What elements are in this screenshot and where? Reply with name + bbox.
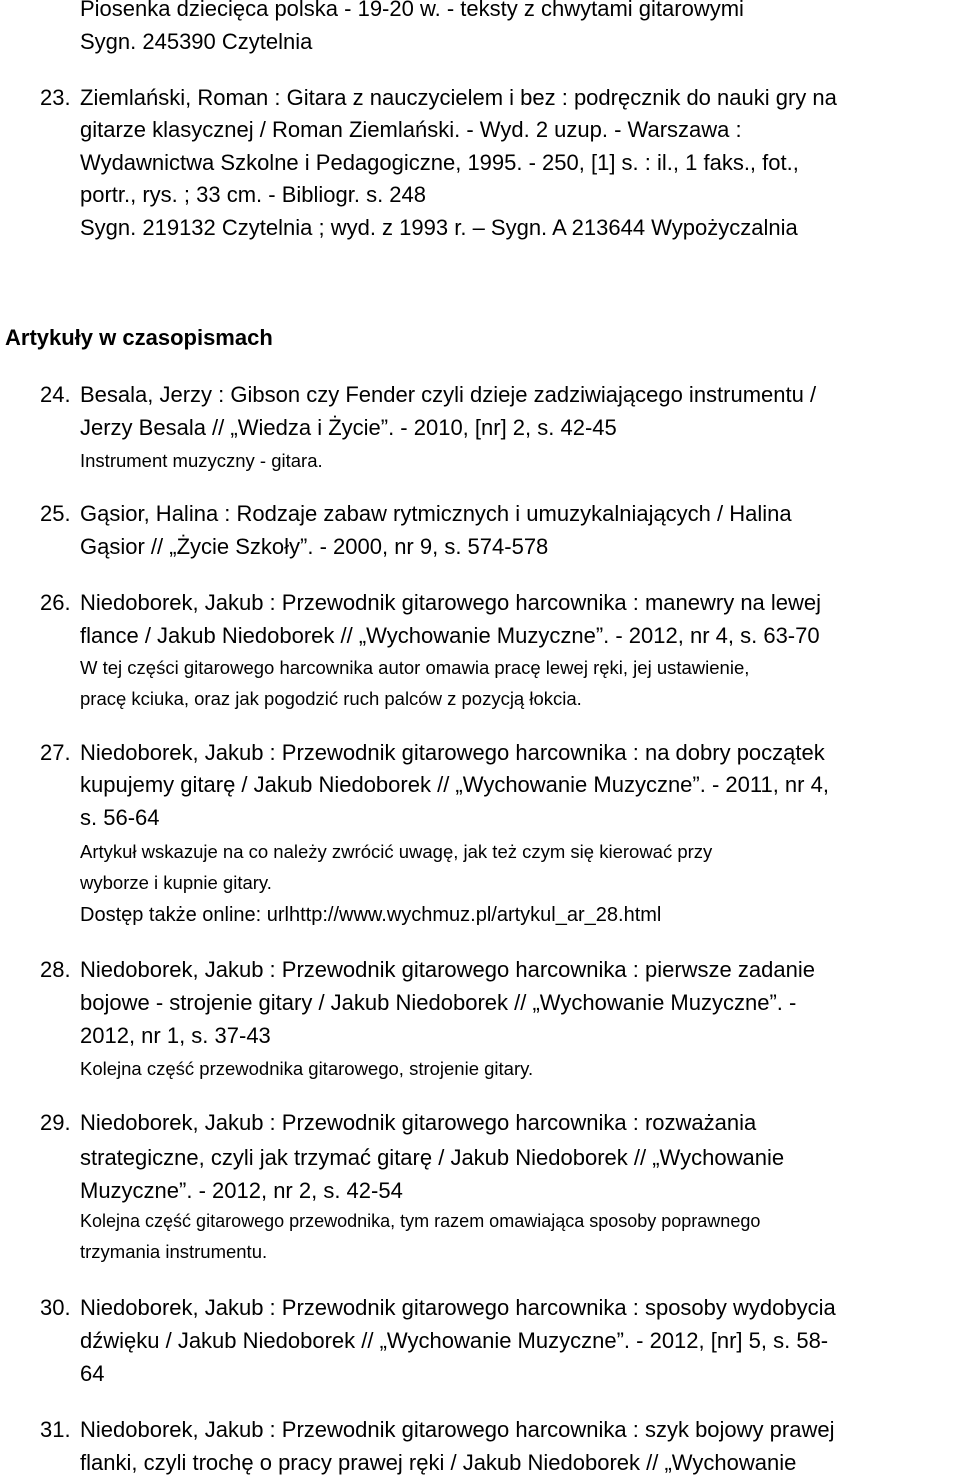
entry-note: wyborze i kupnie gitary. xyxy=(80,872,272,893)
entry-line: Ziemlański, Roman : Gitara z nauczycielem i bez : podręcznik do nauki gry na xyxy=(80,85,837,110)
entry-number: 23. xyxy=(40,85,71,110)
entry-number: 30. xyxy=(40,1295,71,1320)
entry-number: 26. xyxy=(40,590,71,615)
entry-number: 29. xyxy=(40,1110,71,1135)
entry-line: Gąsior // „Życie Szkoły”. - 2000, nr 9, s. 574-578 xyxy=(80,534,549,559)
entry-line: 2012, nr 1, s. 37-43 xyxy=(80,1023,271,1048)
entry-line: s. 56-64 xyxy=(80,805,160,830)
entry-line: Niedoborek, Jakub : Przewodnik gitarowego harcownika : rozważania xyxy=(80,1110,757,1135)
entry-note: pracę kciuka, oraz jak pogodzić ruch palców z pozycją łokcia. xyxy=(80,688,582,709)
entry-number: 27. xyxy=(40,740,71,765)
entry-line: Niedoborek, Jakub : Przewodnik gitarowego harcownika : manewry na lewej xyxy=(80,590,822,615)
entry-number: 31. xyxy=(40,1417,71,1442)
entry-line: 64 xyxy=(80,1361,105,1386)
entry-note: Artykuł wskazuje na co należy zwrócić uwagę, jak też czym się kierować przy xyxy=(80,841,713,862)
text-line: Sygn. 245390 Czytelnia xyxy=(80,29,313,54)
online-access-note: Dostęp także online: urlhttp://www.wychmuz.pl/artykul_ar_28.html xyxy=(80,904,662,926)
entry-note: Kolejna część gitarowego przewodnika, tym razem omawiająca sposoby poprawnego xyxy=(80,1211,761,1231)
entry-line: dźwięku / Jakub Niedoborek // „Wychowanie Muzyczne”. - 2012, [nr] 5, s. 58- xyxy=(80,1328,829,1353)
entry-line: Besala, Jerzy : Gibson czy Fender czyli dzieje zadziwiającego instrumentu / xyxy=(80,382,817,407)
entry-line: Niedoborek, Jakub : Przewodnik gitarowego harcownika : na dobry początek xyxy=(80,740,825,765)
section-heading: Artykuły w czasopismach xyxy=(5,325,273,350)
entry-note: Instrument muzyczny - gitara. xyxy=(80,450,323,471)
entry-line: flanki, czyli trochę o pracy prawej ręki / Jakub Niedoborek // „Wychowanie xyxy=(80,1450,797,1475)
entry-note: W tej części gitarowego harcownika autor omawia pracę lewej ręki, jej ustawienie, xyxy=(80,657,750,678)
entry-number: 25. xyxy=(40,501,71,526)
entry-number: 24. xyxy=(40,382,71,407)
entry-line: portr., rys. ; 33 cm. - Bibliogr. s. 248 xyxy=(80,182,427,207)
entry-line: gitarze klasycznej / Roman Ziemlański. - Wyd. 2 uzup. - Warszawa : xyxy=(80,117,742,142)
entry-line: Niedoborek, Jakub : Przewodnik gitarowego harcownika : sposoby wydobycia xyxy=(80,1295,836,1320)
entry-line: strategiczne, czyli jak trzymać gitarę / Jakub Niedoborek // „Wychowanie xyxy=(80,1145,785,1170)
entry-line: Gąsior, Halina : Rodzaje zabaw rytmicznych i umuzykalniających / Halina xyxy=(80,501,792,526)
entry-line: Wydawnictwa Szkolne i Pedagogiczne, 1995. - 250, [1] s. : il., 1 faks., fot., xyxy=(80,150,799,175)
entry-line: flance / Jakub Niedoborek // „Wychowanie Muzyczne”. - 2012, nr 4, s. 63-70 xyxy=(80,623,820,648)
entry-line: Niedoborek, Jakub : Przewodnik gitarowego harcownika : pierwsze zadanie xyxy=(80,957,815,982)
entry-line: Muzyczne”. - 2012, nr 2, s. 42-54 xyxy=(80,1178,403,1203)
entry-line: Jerzy Besala // „Wiedza i Życie”. - 2010, [nr] 2, s. 42-45 xyxy=(80,415,617,440)
entry-note: trzymania instrumentu. xyxy=(80,1241,268,1262)
entry-line: kupujemy gitarę / Jakub Niedoborek // „Wychowanie Muzyczne”. - 2011, nr 4, xyxy=(80,772,829,797)
text-line: Piosenka dziecięca polska - 19-20 w. - teksty z chwytami gitarowymi xyxy=(80,0,744,21)
entry-line: bojowe - strojenie gitary / Jakub Niedoborek // „Wychowanie Muzyczne”. - xyxy=(80,990,797,1015)
entry-line: Sygn. 219132 Czytelnia ; wyd. z 1993 r. – Sygn. A 213644 Wypożyczalnia xyxy=(80,215,798,240)
entry-number: 28. xyxy=(40,957,71,982)
entry-note: Kolejna część przewodnika gitarowego, strojenie gitary. xyxy=(80,1058,534,1079)
entry-line: Niedoborek, Jakub : Przewodnik gitarowego harcownika : szyk bojowy prawej xyxy=(80,1417,835,1442)
